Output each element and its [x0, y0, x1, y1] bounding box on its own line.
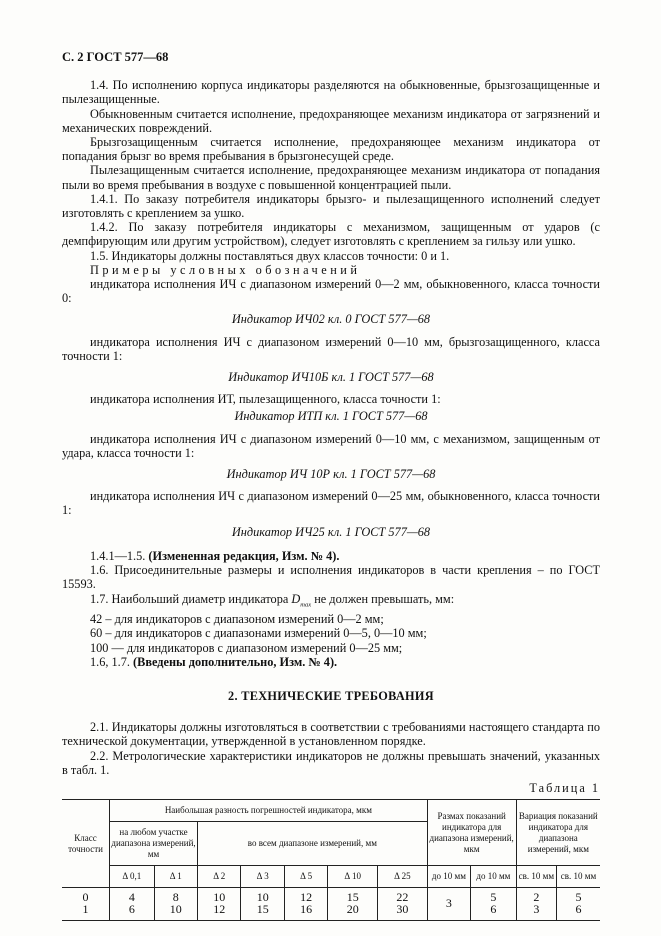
paragraph-1-4: 1.4. По исполнению корпуса индикаторы разделяются на обыкновенные, брызгозащищенные и пылезащищенные.: [62, 78, 600, 107]
revision-note-1-number: 1.4.1—1.5.: [90, 548, 146, 563]
value: 15: [346, 890, 359, 905]
example-3-text: индикатора исполнения ИТ, пылезащищенного, класса точности 1:: [90, 392, 441, 407]
header-whole-range: во всем диапазоне измерений, мм: [198, 822, 428, 866]
examples-title: Примеры условных обозначений: [90, 262, 361, 277]
paragraph-splashproof: Брызгозащищенным считается исполнение, предохраняющее механизм индикатора от попадания брызг во время пребывания в брызгонесущей среде.: [62, 135, 600, 164]
cell-d1: [154, 888, 197, 921]
value: 5: [490, 890, 497, 905]
value: 30: [396, 902, 409, 917]
header-error: Наибольшая разность погрешностей индикатора, мкм: [110, 800, 428, 822]
revision-note-2-number: 1.6, 1.7.: [90, 654, 130, 669]
paragraph-1-4-2: 1.4.2. По заказу потребителя индикаторы с механизмом, защищенным от ударов (с демпфирующим или другим устройством), следует изготовлять с креплением за гильзу или ушко.: [62, 220, 600, 249]
value: 8: [172, 890, 179, 905]
col-d3: Δ 3: [241, 866, 284, 888]
value: 6: [490, 902, 497, 917]
example-1-designation: Индикатор ИЧ02 кл. 0 ГОСТ 577—68: [231, 312, 431, 327]
value: 20: [346, 902, 359, 917]
paragraph-1-7-start: 1.7. Наибольший диаметр индикатора: [90, 591, 292, 606]
class-0: 0: [82, 890, 89, 905]
cell-d25: [378, 888, 428, 921]
cell-range-a: 3: [427, 888, 470, 921]
example-3-designation: Индикатор ИТП кл. 1 ГОСТ 577—68: [234, 409, 428, 424]
col-d10: Δ 10: [328, 866, 378, 888]
value: 12: [300, 890, 313, 905]
value: 22: [396, 890, 409, 905]
value: 10: [213, 890, 226, 905]
col-var-over10-b: св. 10 мм: [557, 866, 601, 888]
cell-d01: [110, 888, 154, 921]
d-max-symbol: D: [291, 591, 301, 606]
example-1-text: индикатора исполнения ИЧ с диапазоном измерений 0—2 мм, обыкновенного, класса точности 0:: [62, 277, 600, 306]
revision-note-2: [62, 655, 600, 669]
table-caption: Таблица 1: [529, 780, 600, 795]
document-page: [62, 50, 600, 921]
col-d25: Δ 25: [378, 866, 428, 888]
paragraph-1-7-end: не должен превышать, мм:: [311, 591, 455, 606]
paragraph-1-6: 1.6. Присоединительные размеры и исполнения индикаторов в части крепления – по ГОСТ 15593.: [62, 563, 600, 592]
example-5-designation: Индикатор ИЧ25 кл. 1 ГОСТ 577—68: [231, 524, 431, 539]
example-2-text: индикатора исполнения ИЧ с диапазоном измерений 0—10 мм, брызгозащищенного, класса точности 1:: [62, 334, 600, 363]
paragraph-1-4-1: 1.4.1. По заказу потребителя индикаторы брызго- и пылезащищенного исполнений следует изготовлять с креплением за ушко.: [62, 191, 600, 221]
cell-class: [62, 888, 110, 921]
cell-range-b: [471, 888, 517, 921]
paragraph-ordinary: Обыкновенным считается исполнение, предохраняющее механизм индикатора от загрязнений и механических повреждений.: [62, 106, 600, 135]
cell-d3: [241, 888, 284, 921]
revision-note-1-text: (Измененная редакция, Изм. № 4).: [148, 548, 340, 563]
cell-var-b: [557, 888, 601, 921]
value: 2: [533, 890, 540, 905]
paragraph-dustproof: Пылезащищенным считается исполнение, предохраняющее механизм индикатора от попадания пыли во время пребывания в воздухе с повышенной концентрацией пыли.: [62, 163, 600, 192]
header-variation: Вариация показаний индикатора для диапазона измерений, мкм: [516, 800, 600, 866]
col-range-upto10-b: до 10 мм: [471, 866, 517, 888]
value: 3: [533, 902, 540, 917]
cell-var-a: [516, 888, 556, 921]
header-range: Размах показаний индикатора для диапазона измерений, мкм: [427, 800, 516, 866]
value: 6: [128, 902, 135, 917]
page-header: С. 2 ГОСТ 577—68: [62, 50, 169, 64]
diameter-item-100: 100 — для индикаторов с диапазоном измерений 0—25 мм;: [90, 640, 403, 655]
diameter-item-60: 60 – для индикаторов с диапазонами измерений 0—5, 0—10 мм;: [90, 626, 427, 641]
metrology-table: [62, 799, 600, 921]
example-4-designation: Индикатор ИЧ 10Р кл. 1 ГОСТ 577—68: [226, 467, 436, 482]
value: 10: [256, 890, 269, 905]
cell-d10: [328, 888, 378, 921]
value: 16: [300, 902, 313, 917]
col-var-over10-a: св. 10 мм: [516, 866, 556, 888]
diameter-item-42: 42 – для индикаторов с диапазоном измерений 0—2 мм;: [90, 612, 384, 627]
header-any-section: на любом участке диапазона измерений, мм: [110, 822, 198, 866]
col-d2: Δ 2: [198, 866, 241, 888]
value: 4: [128, 890, 135, 905]
example-4-text: индикатора исполнения ИЧ с диапазоном измерений 0—10 мм, с механизмом, защищенным от удара, класса точности 1:: [62, 431, 600, 460]
example-2-designation: Индикатор ИЧ10Б кл. 1 ГОСТ 577—68: [228, 370, 434, 385]
paragraph-1-5: 1.5. Индикаторы должны поставляться двух классов точности: 0 и 1.: [90, 248, 450, 263]
paragraph-2-1: 2.1. Индикаторы должны изготовляться в соответствии с требованиями настоящего стандарта по технической документации, утвержденной в установленном порядке.: [62, 720, 600, 749]
value: 5: [575, 890, 582, 905]
col-d01: Δ 0,1: [110, 866, 154, 888]
paragraph-1-7: [62, 592, 600, 613]
revision-note-2-text: (Введены дополнительно, Изм. № 4).: [133, 654, 338, 669]
section-title: 2. ТЕХНИЧЕСКИЕ ТРЕБОВАНИЯ: [228, 688, 434, 703]
col-d1: Δ 1: [154, 866, 197, 888]
value: 6: [575, 902, 582, 917]
value: 15: [256, 902, 269, 917]
paragraph-2-2: 2.2. Метрологические характеристики индикаторов не должны превышать значений, указанных в табл. 1.: [62, 748, 600, 777]
value: 12: [213, 902, 226, 917]
col-d5: Δ 5: [284, 866, 327, 888]
col-range-upto10-a: до 10 мм: [427, 866, 470, 888]
example-5-text: индикатора исполнения ИЧ с диапазоном измерений 0—25 мм, обыкновенного, класса точности 1:: [62, 489, 600, 518]
value: 10: [169, 902, 182, 917]
cell-d5: [284, 888, 327, 921]
d-max-subscript: max: [300, 600, 312, 608]
cell-d2: [198, 888, 241, 921]
revision-note-1: [62, 549, 600, 563]
table-row: [62, 888, 600, 921]
class-1: 1: [82, 902, 89, 917]
header-class: Класс точности: [62, 800, 110, 888]
